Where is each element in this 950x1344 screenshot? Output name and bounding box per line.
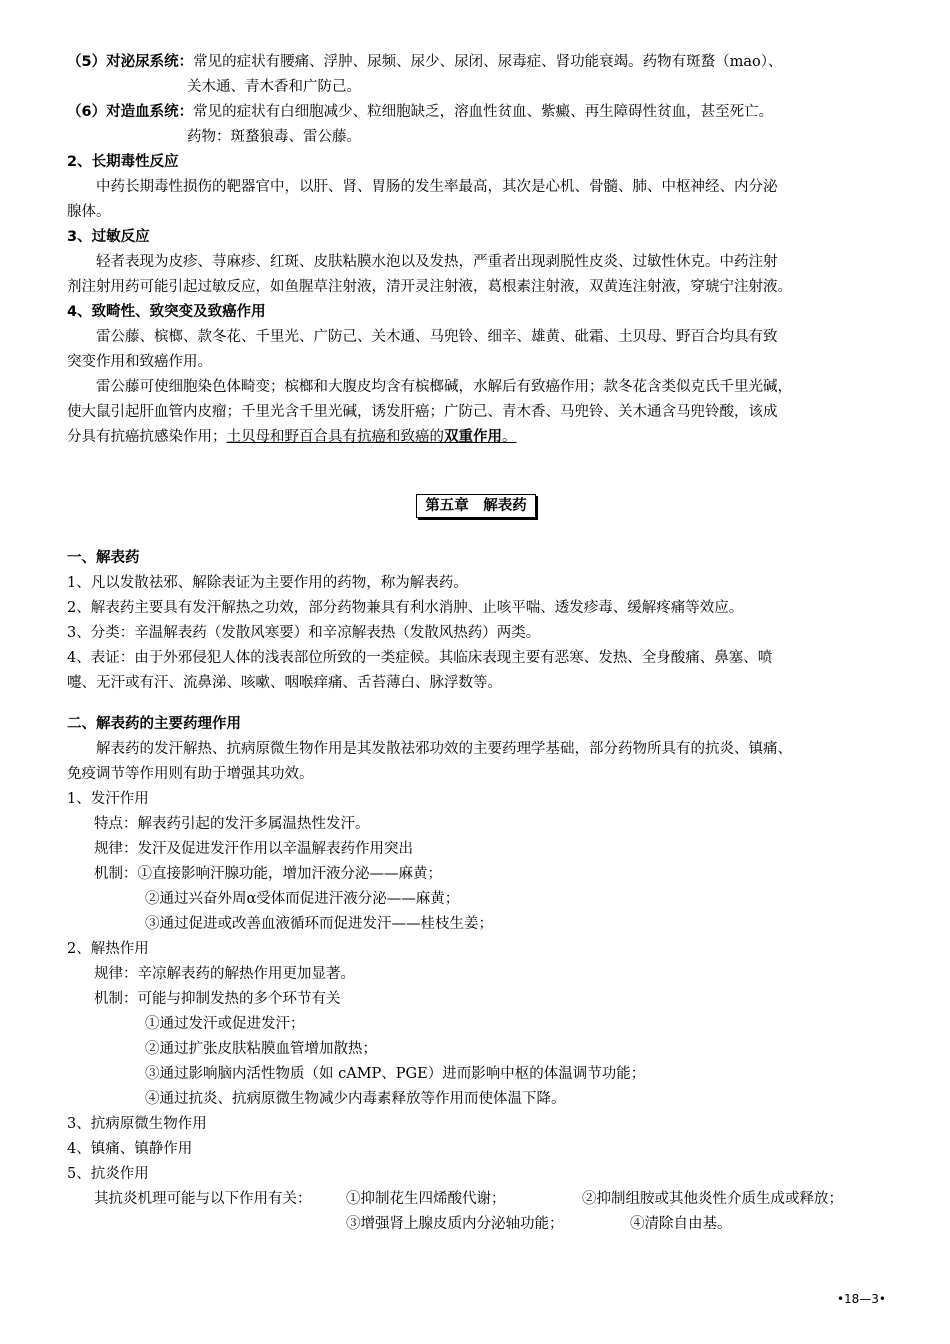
fever-rule: 规律：辛凉解表药的解热作用更加显著。 — [94, 966, 355, 982]
longterm-text-2: 腺体。 — [67, 204, 111, 220]
longterm-heading: 2、长期毒性反应 — [67, 154, 179, 170]
teratogenic-p2-line-3 — [67, 425, 885, 450]
section1-item-3: 3、分类：辛温解表药（发散风寒要）和辛凉解表热（发散风热药）两类。 — [67, 625, 541, 641]
page-number: •18—3• — [836, 1292, 886, 1306]
antiinflammatory-item-3: ③增强肾上腺皮质内分泌轴功能； — [346, 1216, 564, 1232]
blood-line-1 — [67, 100, 885, 125]
blood-text: 常见的症状有白细胞减少、粒细胞缺乏，溶血性贫血、紫癜、再生障碍性贫血，甚至死亡。 — [193, 104, 774, 120]
teratogenic-plain: 分具有抗癌抗感染作用； — [67, 429, 227, 445]
document-page — [67, 50, 885, 1237]
antiinflammatory-items — [346, 1187, 885, 1237]
teratogenic-bold-text: 双重作用 — [444, 429, 502, 445]
chapter-title-wrap — [67, 450, 885, 534]
antiinflammatory-heading: 5、抗炎作用 — [67, 1166, 149, 1182]
antiinflammatory-item-1: ①抑制花生四烯酸代谢； — [346, 1191, 506, 1207]
section1-item-2: 2、解表药主要具有发汗解热之功效，部分药物兼具有利水消肿、止咳平喘、透发疹毒、缓解疼痛等效应。 — [67, 600, 744, 616]
urinary-heading: （5）对泌尿系统： — [67, 54, 194, 70]
section1-item-4a: 4、表证：由于外邪侵犯人体的浅表部位所致的一类症候。其临床表现主要有恶寒、发热、全身酸痛、鼻塞、喷 — [67, 650, 773, 666]
blood-heading: （6）对造血系统： — [67, 104, 194, 120]
section1-heading: 一、解表药 — [67, 550, 140, 566]
teratogenic-p2-line-2: 使大鼠引起肝血管内皮瘤；千里光含千里光碱，诱发肝癌；广防己、青木香、马兜铃、关木通含马兜铃酸，该成 — [67, 404, 778, 420]
antiinflammatory-block — [67, 1187, 885, 1237]
blood-line-2: 药物：斑蝥狼毒、雷公藤。 — [187, 129, 361, 145]
antiinflammatory-row-2 — [346, 1212, 885, 1237]
fever-mechanism-1: ①通过发汗或促进发汗； — [145, 1016, 305, 1032]
sweat-mechanism-3: ③通过促进或改善血液循环而促进发汗——桂枝生姜； — [145, 916, 493, 932]
teratogenic-underlined — [227, 429, 517, 445]
urinary-text: 常见的症状有腰痛、浮肿、尿频、尿少、尿闭、尿毒症、肾功能衰竭。药物有斑蝥（mao）、 — [193, 54, 783, 70]
section2-heading: 二、解表药的主要药理作用 — [67, 716, 241, 732]
antiinflammatory-item-2: ②抑制组胺或其他炎性介质生成或释放； — [582, 1191, 843, 1207]
analgesic-heading: 4、镇痛、镇静作用 — [67, 1141, 193, 1157]
section2-intro-1: 解表药的发汗解热、抗病原微生物作用是其发散祛邪功效的主要药理学基础，部分药物所具有的抗炎、镇痛、 — [96, 741, 792, 757]
allergy-text-1: 轻者表现为皮疹、荨麻疹、红斑、皮肤粘膜水泡以及发热，严重者出现剥脱性皮炎、过敏性休克。中药注射 — [96, 254, 778, 270]
sweat-mechanism-2: ②通过兴奋外周α受体而促进汗液分泌——麻黄； — [145, 891, 460, 907]
sweat-mechanism-1: 机制：①直接影响汗腺功能，增加汗液分泌——麻黄； — [94, 866, 442, 882]
sweat-rule: 规律：发汗及促进发汗作用以辛温解表药作用突出 — [94, 841, 413, 857]
section1-item-1: 1、凡以发散祛邪、解除表证为主要作用的药物，称为解表药。 — [67, 575, 468, 591]
fever-mechanism-4: ④通过抗炎、抗病原微生物减少内毒素释放等作用而使体温下降。 — [145, 1091, 566, 1107]
sweat-feature: 特点：解表药引起的发汗多属温热性发汗。 — [94, 816, 370, 832]
fever-mechanism-2: ②通过扩张皮肤粘膜血管增加散热； — [145, 1041, 377, 1057]
fever-mechanism-3: ③通过影响脑内活性物质（如 cAMP、PGE）进而影响中枢的体温调节功能； — [145, 1066, 646, 1082]
antiinflammatory-lead: 其抗炎机理可能与以下作用有关： — [94, 1191, 312, 1207]
antiinflammatory-item-4: ④清除自由基。 — [630, 1216, 732, 1232]
teratogenic-p2-line-1: 雷公藤可使细胞染色体畸变；槟榔和大腹皮均含有槟榔碱，水解后有致癌作用；款冬花含类似克氏千里光碱， — [96, 379, 792, 395]
urinary-line-1 — [67, 50, 885, 75]
antiinflammatory-row-1 — [346, 1187, 885, 1212]
chapter-title: 第五章 解表药 — [416, 494, 536, 518]
allergy-text-2: 剂注射用药可能引起过敏反应，如鱼腥草注射液，清开灵注射液，葛根素注射液，双黄连注射液，穿琥宁注射液。 — [67, 279, 792, 295]
sweat-heading: 1、发汗作用 — [67, 791, 149, 807]
urinary-line-2: 关木通、青木香和广防己。 — [187, 79, 361, 95]
teratogenic-end: 。 — [502, 429, 517, 445]
fever-heading: 2、解热作用 — [67, 941, 149, 957]
allergy-heading: 3、过敏反应 — [67, 229, 150, 245]
teratogenic-p1-line-1: 雷公藤、槟榔、款冬花、千里光、广防己、关木通、马兜铃、细辛、雄黄、砒霜、土贝母、野百合均具有致 — [96, 329, 778, 345]
teratogenic-p1-line-2: 突变作用和致癌作用。 — [67, 354, 212, 370]
section2-intro-2: 免疫调节等作用则有助于增强其功效。 — [67, 766, 314, 782]
antimicrobial-heading: 3、抗病原微生物作用 — [67, 1116, 207, 1132]
teratogenic-underlined-text: 土贝母和野百合具有抗癌和致癌的 — [226, 429, 444, 445]
section1-item-4b: 嚏、无汗或有汗、流鼻涕、咳嗽、咽喉痒痛、舌苔薄白、脉浮数等。 — [67, 675, 502, 691]
longterm-text-1: 中药长期毒性损伤的靶器官中，以肝、肾、胃肠的发生率最高，其次是心机、骨髓、肺、中枢神经、内分泌 — [96, 179, 778, 195]
fever-mechanism: 机制：可能与抑制发热的多个环节有关 — [94, 991, 341, 1007]
section-spacer — [67, 696, 885, 712]
teratogenic-heading: 4、致畸性、致突变及致癌作用 — [67, 304, 266, 320]
